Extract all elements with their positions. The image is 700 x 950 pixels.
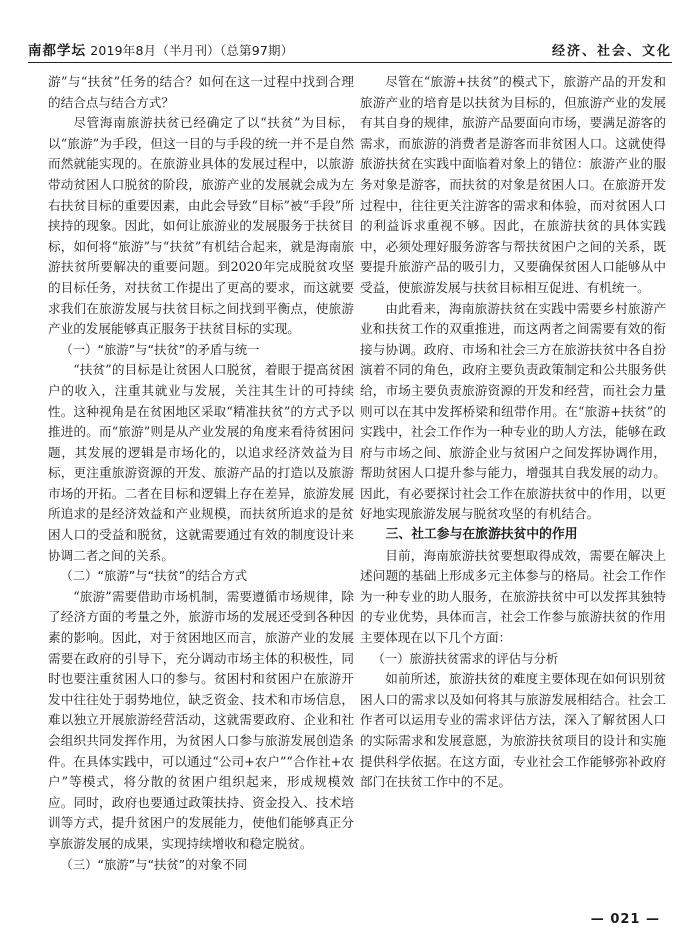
paragraph: 尽管在“旅游+扶贫”的模式下，旅游产品的开发和旅游产业的培育是以扶贫为目标的，但旅游产业的发展有其自身的规律，旅游产品要面向市场，要满足游客的需求，而旅游的消费者是游客而非贫困人口。这就使得旅游扶贫在实践中面临着对象上的错位：旅游产业的服务对象是游客，而扶贫的对象是贫困人口。在旅游开发过程中，往往更关注游客的需求和体验，而对贫困人口的利益诉求重视不够。因此，在旅游扶贫的具体实践中，必须处理好服务游客与帮扶贫困户之间的关系，既要提升旅游产品的吸引力，又要确保贫困人口能够从中受益，使旅游发展与扶贫目标相互促进、有机统一。 xyxy=(360,74,666,295)
paragraph: “扶贫”的目标是让贫困人口脱贫，着眼于提高贫困户的收入，注重其就业与发展，关注其生计的可持续性。这种视角是在贫困地区采取“精准扶贫”的方式予以推进的。而“旅游”则是从产业发展的角度来看待贫困问题，其发展的逻辑是市场化的，以追求经济效益为目标，更注重旅游资源的开发、旅游产品的打造以及旅游市场的开拓。二者在目标和逻辑上存在差异，旅游发展所追求的是经济效益和产业规模，而扶贫所追求的是贫困人口的受益和脱贫，这就需要通过有效的制度设计来协调二者之间的关系。 xyxy=(48,362,354,563)
right-column xyxy=(360,72,666,793)
section-heading: 三、社工参与在旅游扶贫中的作用 xyxy=(385,527,578,543)
paragraph: 目前，海南旅游扶贫要想取得成效，需要在解决上述问题的基础上形成多元主体参与的格局。社会工作作为一种专业的助人服务，在旅游扶贫中可以发挥其独特的专业优势，具体而言，社会工作参与旅游扶贫的作用主要体现在以下几个方面： xyxy=(360,547,666,646)
subsection-heading: （一）“旅游”与“扶贫”的矛盾与统一 xyxy=(60,341,260,357)
paragraph: 尽管海南旅游扶贫已经确定了以“扶贫”为目标，以“旅游”为手段，但这一目的与手段的统一并不是自然而然就能实现的。在旅游业具体的发展过程中，以旅游带动贫困人口脱贫的阶段，旅游产业的发展就会成为左右扶贫目标的重要因素，由此会导致“目标”被“手段”所挟持的现象。因此，如何让旅游业的发展服务于扶贫目标，如何将“旅游”与“扶贫”有机结合起来，就是海南旅游扶贫所要解决的重要问题。到2020年完成脱贫攻坚的目标任务，对扶贫工作提出了更高的要求，而这就要求我们在旅游发展与扶贫目标之间找到平衡点，使旅游产业的发展能够真正服务于扶贫目标的实现。 xyxy=(48,115,354,337)
paragraph: 游”与“扶贫”任务的结合？如何在这一过程中找到合理的结合点与结合方式？ xyxy=(48,74,354,110)
page-number: — 021 — xyxy=(590,912,660,927)
section-title: 经济、社会、文化 xyxy=(551,43,672,59)
paragraph: 如前所述，旅游扶贫的难度主要体现在如何识别贫困人口的需求以及如何将其与旅游发展相结合。社会工作者可以运用专业的需求评估方法，深入了解贫困人口的实际需求和发展意愿，为旅游扶贫项目的设计和实施提供科学依据。在这方面，专业社会工作能够弥补政府部门在扶贫工作中的不足。 xyxy=(360,671,666,790)
journal-name: 南都学坛 xyxy=(28,43,86,59)
journal-info xyxy=(28,39,293,59)
issue-info: 2019年8月（半月刊）（总第97期） xyxy=(90,43,294,58)
left-column xyxy=(48,72,354,875)
subsection-heading: （三）“旅游”与“扶贫”的对象不同 xyxy=(60,856,248,872)
subsection-heading: （二）“旅游”与“扶贫”的结合方式 xyxy=(60,568,248,584)
paragraph: 由此看来，海南旅游扶贫在实践中需要乡村旅游产业和扶贫工作的双重推进，而这两者之间需要有效的衔接与协调。政府、市场和社会三方在旅游扶贫中各自扮演着不同的角色，政府主要负责政策制定和公共服务供给，市场主要负责旅游资源的开发和经营，而社会力量则可以在其中发挥桥梁和纽带作用。在“旅游+扶贫”的实践中，社会工作作为一种专业的助人方法，能够在政府与市场之间、旅游企业与贫困户之间发挥协调作用，帮助贫困人口提升参与能力，增强其自我发展的动力。因此，有必要探讨社会工作在旅游扶贫中的作用，以更好地实现旅游发展与脱贫攻坚的有机结合。 xyxy=(360,300,666,522)
running-header xyxy=(28,36,672,63)
paragraph: “旅游”需要借助市场机制，需要遵循市场规律，除了经济方面的考量之外，旅游市场的发展还受到各种因素的影响。因此，对于贫困地区而言，旅游产业的发展需要在政府的引导下，充分调动市场主体的积极性，同时也要注重贫困人口的参与。贫困村和贫困户在旅游开发中往往处于弱势地位，缺乏资金、技术和市场信息，难以独立开展旅游经营活动，这就需要政府、企业和社会组织共同发挥作用，为贫困人口参与旅游发展创造条件。在具体实践中，可以通过“公司+农户”“合作社+农户”等模式，将分散的贫困户组织起来，形成规模效应。同时，政府也要通过政策扶持、资金投入、技术培训等方式，提升贫困户的发展能力，使他们能够真正分享旅游发展的成果，实现持续增收和稳定脱贫。 xyxy=(48,588,354,851)
subsection-heading: （一）旅游扶贫需求的评估与分析 xyxy=(372,650,559,666)
